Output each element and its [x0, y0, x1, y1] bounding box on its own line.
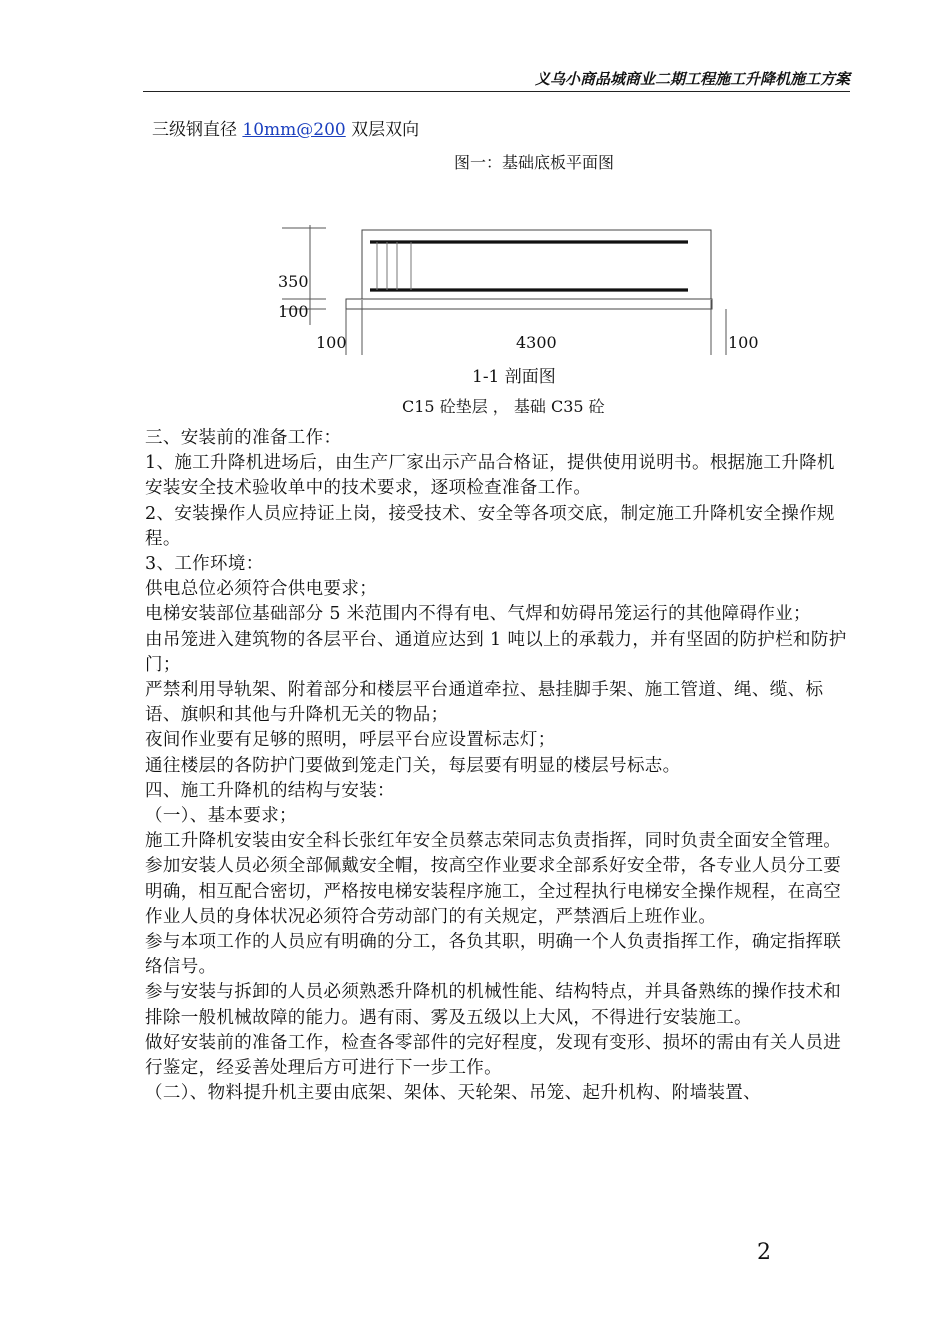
paragraph: 四、施工升降机的结构与安装：: [145, 780, 395, 801]
rebar-note-suffix: 双层双向: [345, 120, 420, 140]
paragraph: （一）、基本要求；: [145, 806, 297, 827]
dim-100-right-label: 100: [728, 333, 759, 352]
paragraph: 参与安装与拆卸的人员必须熟悉升降机的机械性能、结构特点，并具备熟练的操作技术和排除一般机械故障的能力。遇有雨、雾及五级以上大风，不得进行安装施工。: [145, 982, 842, 1028]
cushion-layer: [346, 299, 712, 309]
concrete-note: C15 砼垫层 ， 基础 C35 砼: [402, 397, 605, 416]
paragraph: 1、施工升降机进场后，由生产厂家出示产品合格证，提供使用说明书。根据施工升降机安装安全技术验收单中的技术要求，逐项检查准备工作。: [145, 453, 835, 499]
header-rule: [143, 91, 850, 92]
paragraph: 严禁利用导轨架、附着部分和楼层平台通道牵拉、悬挂脚手架、施工管道、绳、缆、标语、旗帜和其他与升降机无关的物品；: [145, 680, 824, 726]
paragraph: 由吊笼进入建筑物的各层平台、通道应达到 1 吨以上的承载力，并有坚固的防护栏和防护门；: [145, 629, 847, 675]
body-text: [145, 426, 851, 1106]
paragraph: 参加安装人员必须全部佩戴安全帽，按高空作业要求全部系好安全带，各专业人员分工要明确，相互配合密切，严格按电梯安装程序施工，全过程执行电梯安全操作规程，在高空作业人员的身体状况必须符合劳动部门的有关规定，严禁酒后上班作业。: [145, 856, 842, 927]
paragraph: 做好安装前的准备工作，检查各零部件的完好程度，发现有变形、损坏的需由有关人员进行鉴定，经妥善处理后方可进行下一步工作。: [145, 1032, 842, 1079]
dim-100-left-label: 100: [316, 333, 347, 352]
section-drawing: [270, 220, 759, 360]
figure-caption: 图一：基础底板平面图: [454, 153, 615, 172]
rebar-spec-link[interactable]: 10mm@200: [242, 120, 346, 140]
paragraph: 通往楼层的各防护门要做到笼走门关，每层要有明显的楼层号标志。: [145, 755, 681, 776]
dim-350-label: 350: [278, 272, 309, 291]
header-title: 义乌小商品城商业二期工程施工升降机施工方案: [534, 70, 850, 88]
paragraph: 供电总位必须符合供电要求；: [145, 579, 378, 600]
paragraph: 电梯安装部位基础部分 5 米范围内不得有电、气焊和妨碍吊笼运行的其他障碍作业；: [145, 604, 811, 625]
dim-4300-label: 4300: [516, 333, 557, 352]
paragraph: 施工升降机安装由安全科长张红年安全员蔡志荣同志负责指挥，同时负责全面安全管理。: [145, 831, 842, 852]
section-caption: 1-1 剖面图: [472, 367, 556, 387]
dim-100-vertical-label: 100: [278, 302, 309, 321]
paragraph: 参与本项工作的人员应有明确的分工，各负其职，明确一个人负责指挥工作，确定指挥联络信号。: [145, 932, 842, 978]
paragraph: 夜间作业要有足够的照明，呼层平台应设置标志灯；: [145, 730, 556, 751]
page-number: 2: [757, 1240, 771, 1265]
rebar-note-prefix: 三级钢直径: [152, 120, 243, 140]
paragraph: 三、安装前的准备工作：: [145, 428, 342, 448]
paragraph: 3、工作环境：: [145, 554, 264, 575]
paragraph: （二）、物料提升机主要由底架、架体、天轮架、吊笼、起升机构、附墙装置、: [145, 1083, 761, 1104]
rebar-note: [152, 118, 419, 142]
paragraph: 2、安装操作人员应持证上岗，接受技术、安全等各项交底，制定施工升降机安全操作规程。: [145, 503, 835, 549]
